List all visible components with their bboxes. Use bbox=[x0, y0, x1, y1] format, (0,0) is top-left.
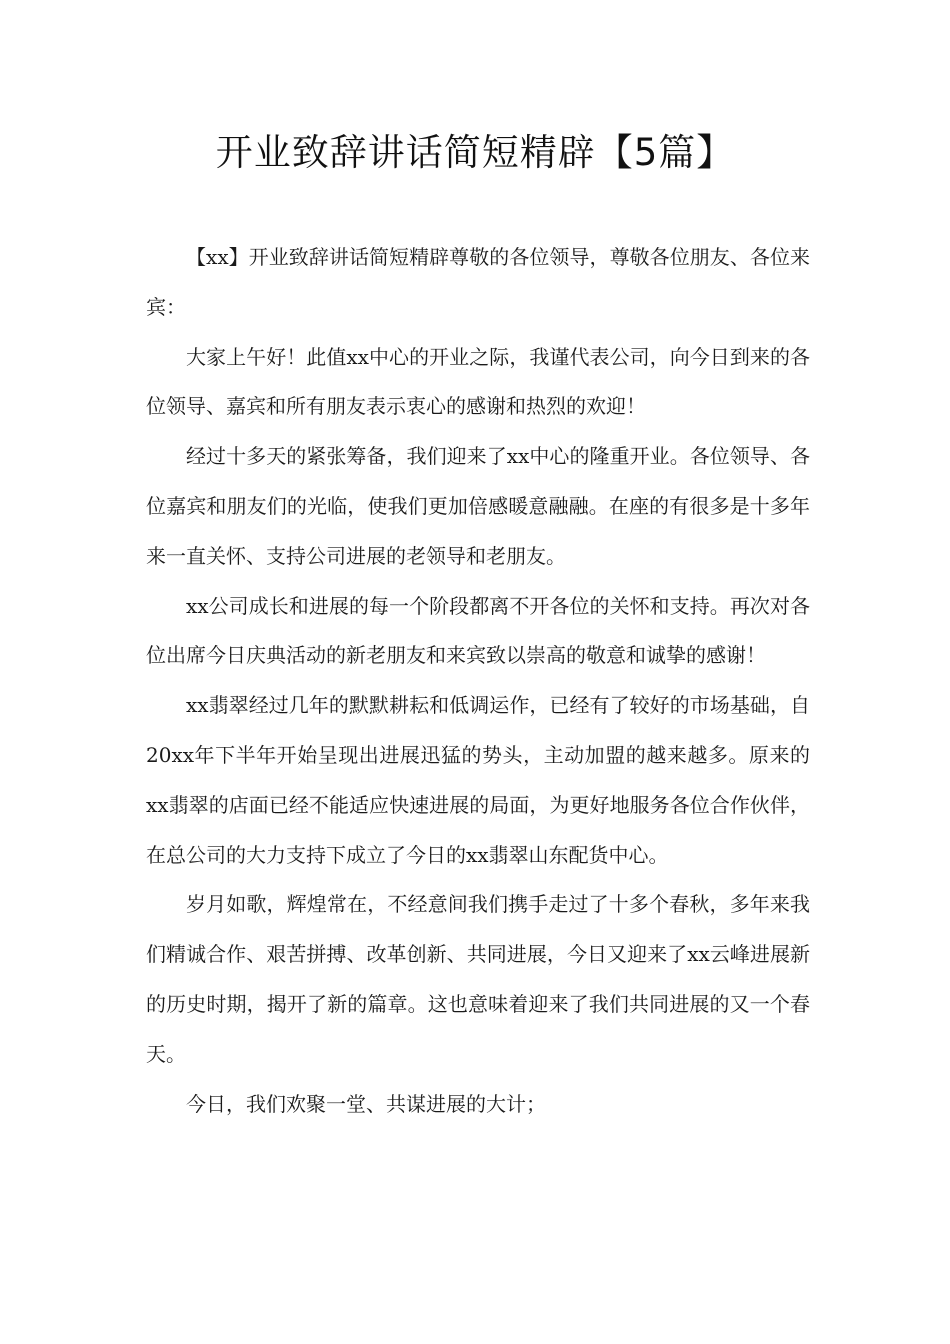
paragraph-history: xx翡翠经过几年的默默耕耘和低调运作，已经有了较好的市场基础，自20xx年下半年开始呈现出进展迅猛的势头，主动加盟的越来越多。原来的xx翡翠的店面已经不能适应快速进展的局面，为更好地服务各位合作伙伴，在总公司的大力支持下成立了今日的xx翡翠山东配货中心。 bbox=[146, 693, 810, 867]
paragraph-today: 今日，我们欢聚一堂、共谋进展的大计； bbox=[186, 1091, 546, 1116]
paragraph-greeting: 【xx】开业致辞讲话简短精辟尊敬的各位领导，尊敬各位朋友、各位来宾： bbox=[146, 245, 810, 319]
paragraph-thanks: xx公司成长和进展的每一个阶段都离不开各位的关怀和支持。再次对各位出席今日庆典活动的新老朋友和来宾致以崇高的敬意和诚挚的感谢！ bbox=[146, 593, 810, 668]
paragraph-opening: 经过十多天的紧张筹备，我们迎来了xx中心的隆重开业。各位领导、各位嘉宾和朋友们的光临，使我们更加倍感暖意融融。在座的有很多是十多年来一直关怀、支持公司进展的老领导和老朋友。 bbox=[146, 444, 810, 568]
paragraph-welcome: 大家上午好！此值xx中心的开业之际，我谨代表公司，向今日到来的各位领导、嘉宾和所有朋友表示衷心的感谢和热烈的欢迎！ bbox=[146, 344, 810, 419]
paragraph-years: 岁月如歌，辉煌常在，不经意间我们携手走过了十多个春秋，多年来我们精诚合作、艰苦拼搏、改革创新、共同进展，今日又迎来了xx云峰进展新的历史时期，揭开了新的篇章。这也意味着迎来了我们共同进展的又一个春天。 bbox=[146, 892, 810, 1066]
document-title: 开业致辞讲话简短精辟【5篇】 bbox=[215, 131, 735, 174]
document-body bbox=[146, 233, 810, 1129]
